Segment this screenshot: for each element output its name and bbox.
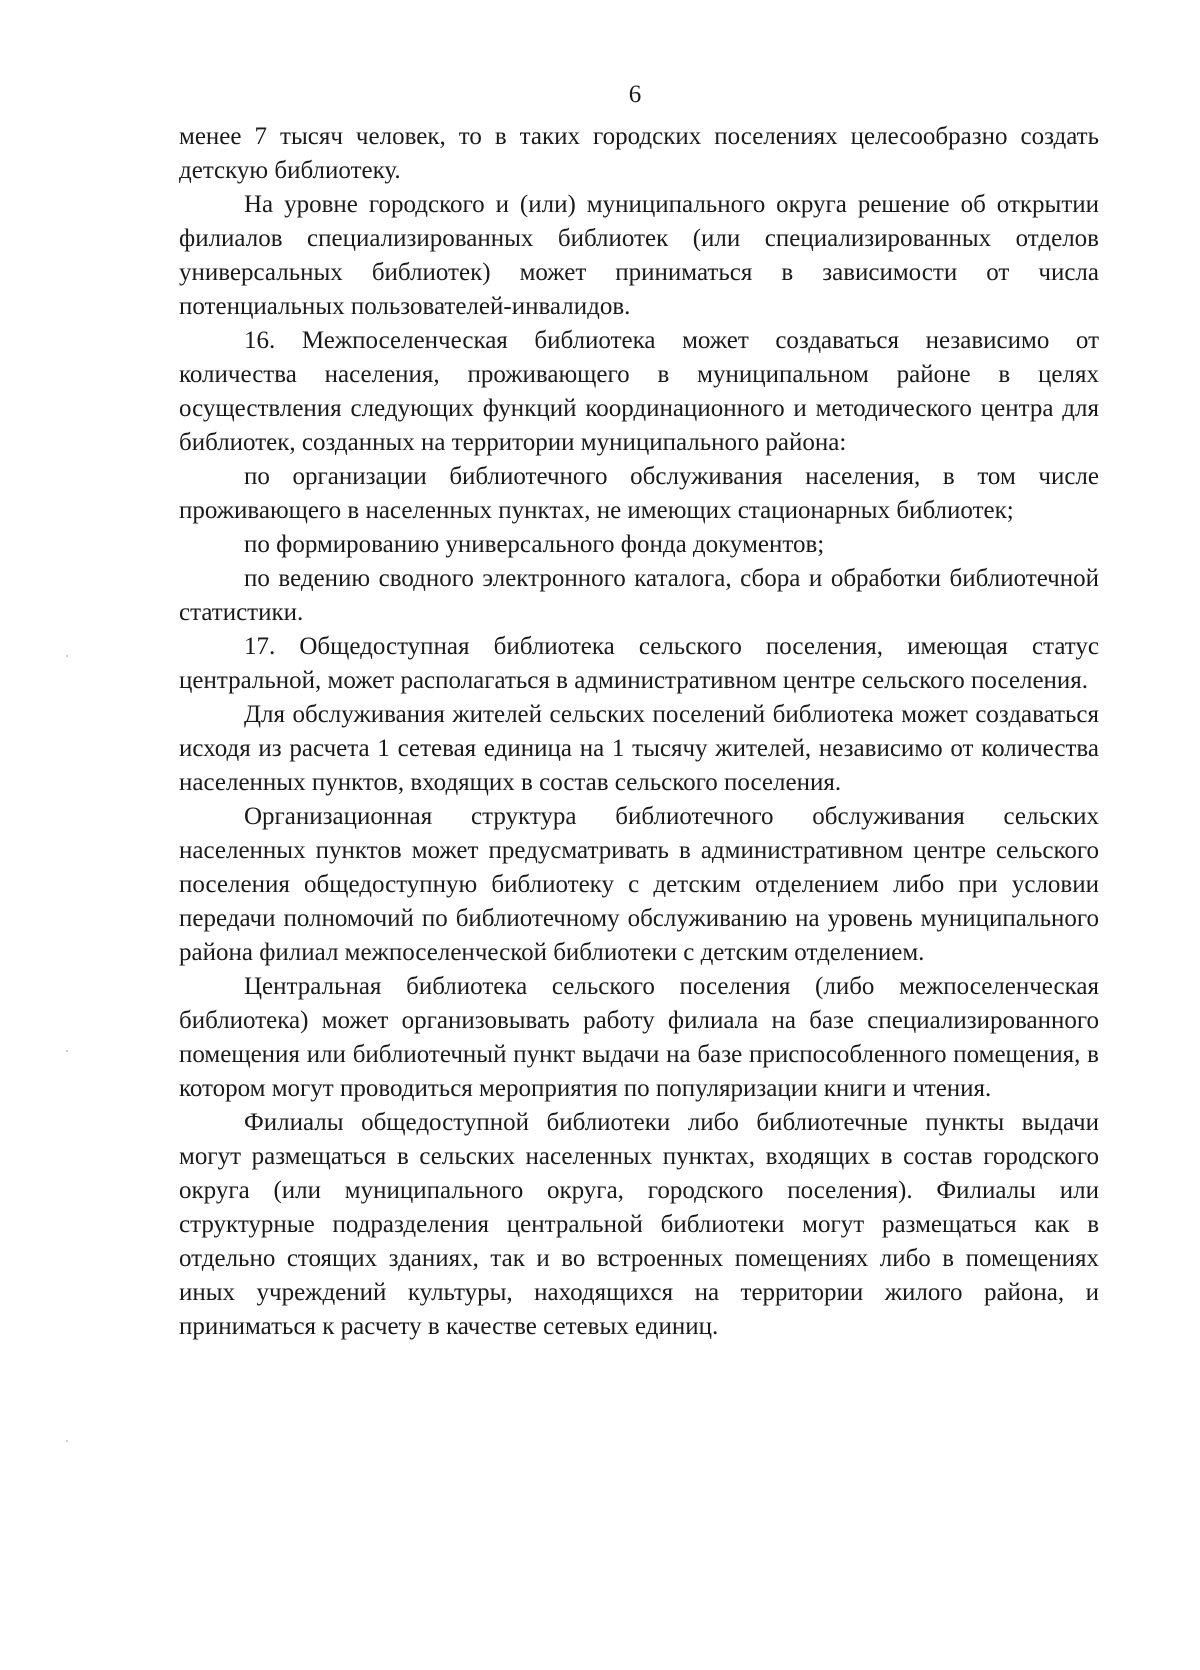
scan-speck	[66, 1440, 68, 1442]
paragraph-3: 16. Межпоселенческая библиотека может создаваться независимо от количества населения, проживающего в муниципальном районе в целях осуществления следующих функций координационного и методического центра для библиотек, созданных на территории муниципального района:	[179, 327, 1099, 456]
paragraph-5: по формированию универсального фонда документов;	[244, 531, 825, 558]
paragraph-4: по организации библиотечного обслуживания населения, в том числе проживающего в населенных пунктах, не имеющих стационарных библиотек;	[179, 463, 1099, 524]
paragraph-7: 17. Общедоступная библиотека сельского поселения, имеющая статус центральной, может располагаться в административном центре сельского поселения.	[179, 633, 1099, 694]
page-number: 6	[628, 81, 642, 108]
paragraph-1: менее 7 тысяч человек, то в таких городских поселениях целесообразно создать детскую библиотеку.	[179, 123, 1099, 184]
scan-speck	[66, 655, 68, 657]
paragraph-8: Для обслуживания жителей сельских поселений библиотека может создаваться исходя из расчета 1 сетевая единица на 1 тысячу жителей, независимо от количества населенных пунктов, входящих в состав сельского поселения.	[179, 701, 1099, 796]
paragraph-10: Центральная библиотека сельского поселения (либо межпоселенческая библиотека) может организовывать работу филиала на базе специализированного помещения или библиотечный пункт выдачи на базе приспособленного помещения, в котором могут проводиться мероприятия по популяризации книги и чтения.	[179, 973, 1099, 1102]
paragraph-6: по ведению сводного электронного каталога, сбора и обработки библиотечной статистики.	[179, 565, 1099, 626]
paragraph-2: На уровне городского и (или) муниципального округа решение об открытии филиалов специализированных библиотек (или специализированных отделов универсальных библиотек) может приниматься в зависимости от числа потенциальных пользователей-инвалидов.	[179, 191, 1099, 320]
paragraph-9: Организационная структура библиотечного обслуживания сельских населенных пунктов может предусматривать в административном центре сельского поселения общедоступную библиотеку с детским отделением либо при условии передачи полномочий по библиотечному обслуживанию на уровень муниципального района филиал межпоселенческой библиотеки с детским отделением.	[179, 803, 1099, 966]
scan-speck	[66, 1050, 68, 1052]
document-body	[179, 120, 1099, 1344]
paragraph-11: Филиалы общедоступной библиотеки либо библиотечные пункты выдачи могут размещаться в сельских населенных пунктах, входящих в состав городского округа (или муниципального округа, городского поселения). Филиалы или структурные подразделения центральной библиотеки могут размещаться как в отдельно стоящих зданиях, так и во встроенных помещениях либо в помещениях иных учреждений культуры, находящихся на территории жилого района, и приниматься к расчету в качестве сетевых единиц.	[179, 1109, 1099, 1340]
